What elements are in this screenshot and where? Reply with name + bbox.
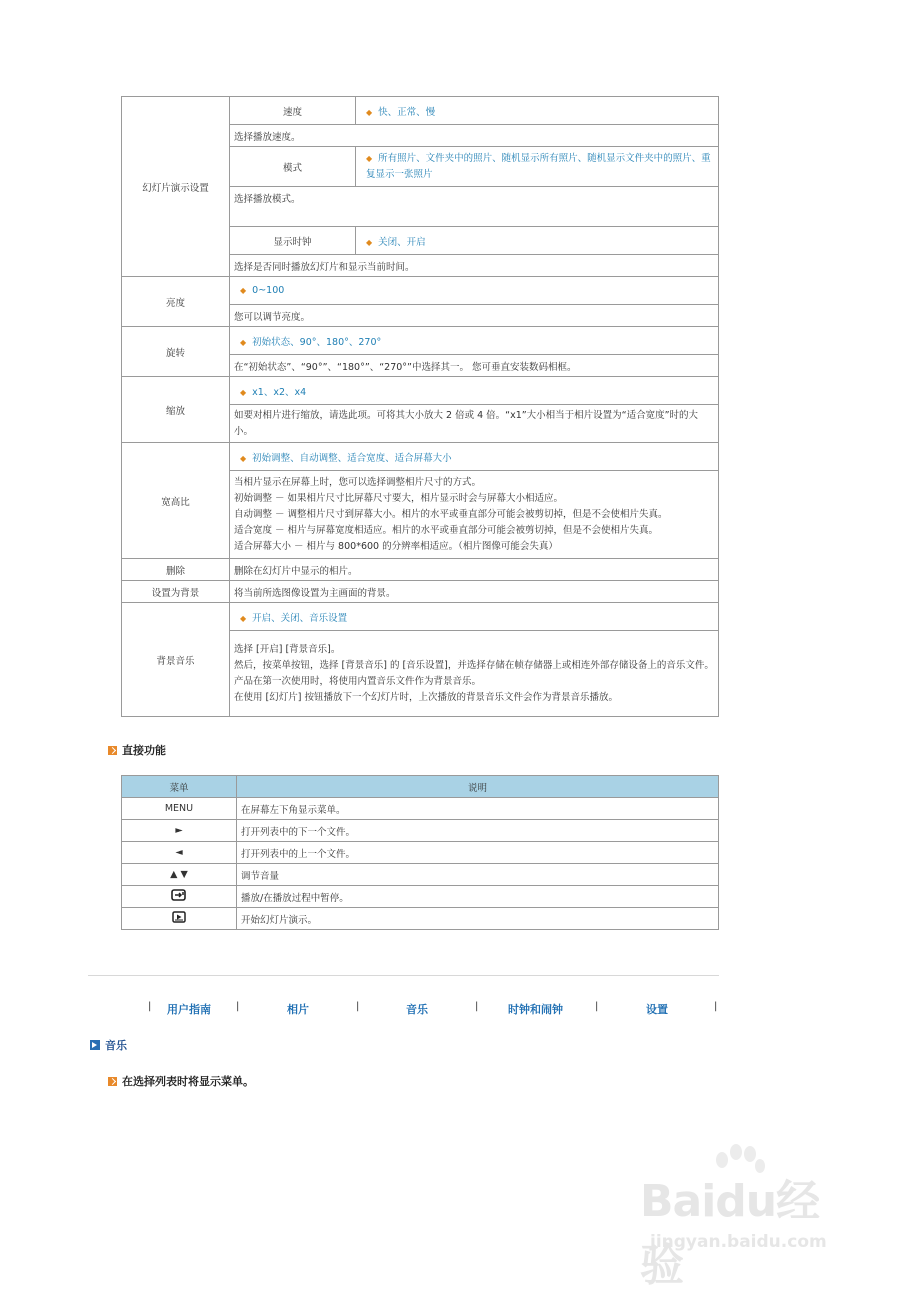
direct-functions-table (121, 775, 719, 930)
music-subtitle: 在选择列表时将显示菜单。 (108, 1073, 254, 1089)
bgm-desc-line: 然后，按菜单按钮，选择 [背景音乐] 的 [音乐设置]，并选择存储在帧存储器上或相连外部存储设备上的音乐文件。 (234, 659, 714, 671)
slideshow-icon (172, 911, 186, 923)
aspect-desc-line: 适合宽度 － 相片与屏幕宽度相适应。相片的水平或垂直部分可能会被剪切掉，但是不会使相片失真。 (234, 524, 659, 536)
speed-label: 速度 (230, 97, 356, 125)
baidu-watermark (640, 1150, 855, 1291)
bgm-options: ◆ 开启、关闭、音乐设置 (230, 603, 719, 631)
key-desc: 打开列表中的下一个文件。 (237, 820, 719, 842)
delete-label: 删除 (122, 559, 230, 581)
aspect-desc-line: 初始调整 － 如果相片尺寸比屏幕尺寸要大，相片显示时会与屏幕大小相适应。 (234, 492, 564, 504)
key-right: ► (122, 820, 237, 842)
nav-link-clock-alarm[interactable]: 时钟和闹钟 (508, 1003, 563, 1016)
bullet-icon: ◆ (240, 286, 247, 295)
nav-separator: | (236, 1001, 240, 1012)
nav-link-photos[interactable]: 相片 (287, 1003, 309, 1016)
clock-desc: 选择是否同时播放幻灯片和显示当前时间。 (230, 255, 719, 277)
key-desc: 开始幻灯片演示。 (237, 908, 719, 930)
slideshow-settings-label: 幻灯片演示设置 (122, 97, 230, 277)
arrow-icon (108, 746, 117, 755)
rotate-desc: 在“初始状态”、“90°”、“180°”、“270°”中选择其一。 您可垂直安装数码相框。 (230, 355, 719, 377)
rotate-label: 旋转 (122, 327, 230, 377)
zoom-options: ◆ x1、x2、x4 (230, 377, 719, 405)
zoom-desc: 如要对相片进行缩放，请选此项。可将其大小放大 2 倍或 4 倍。“x1”大小相当于相片设置为“适合宽度”时的大小。 (230, 405, 719, 443)
bullet-icon: ◆ (366, 237, 373, 247)
key-desc: 播放/在播放过程中暂停。 (237, 886, 719, 908)
nav-separator: | (475, 1001, 479, 1012)
nav-link-user-guide[interactable]: 用户指南 (167, 1003, 211, 1016)
music-section-title: 音乐 (90, 1037, 127, 1053)
bullet-icon: ◆ (366, 107, 373, 117)
play-icon (90, 1040, 100, 1050)
key-desc: 在屏幕左下角显示菜单。 (237, 798, 719, 820)
brightness-desc: 您可以调节亮度。 (230, 305, 719, 327)
bgm-desc-line: 产品在第一次使用时，将使用内置音乐文件作为背景音乐。 (234, 675, 482, 687)
clock-options: ◆ 关闭、开启 (356, 227, 719, 255)
brightness-label: 亮度 (122, 277, 230, 327)
header-menu: 菜单 (122, 776, 237, 798)
bullet-icon: ◆ (366, 153, 373, 163)
key-left: ◄ (122, 842, 237, 864)
bullet-icon: ◆ (240, 337, 247, 347)
rotate-options: ◆ 初始状态、90°、180°、270° (230, 327, 719, 355)
arrow-icon (108, 1077, 117, 1086)
nav-link-settings[interactable]: 设置 (646, 1003, 668, 1016)
key-enter (122, 886, 237, 908)
aspect-desc-line: 适合屏幕大小 － 相片与 800*600 的分辨率相适应。（相片图像可能会失真） (234, 540, 558, 552)
speed-options: ◆ 快、正常、慢 (356, 97, 719, 125)
aspect-desc (230, 471, 719, 559)
direct-section-title: 直接功能 (108, 742, 166, 758)
aspect-desc-line: 当相片显示在屏幕上时，您可以选择调整相片尺寸的方式。 (234, 476, 482, 488)
header-desc: 说明 (237, 776, 719, 798)
bullet-icon: ◆ (240, 613, 247, 623)
mode-label: 模式 (230, 147, 356, 187)
watermark-url: jingyan.baidu.com (650, 1232, 827, 1252)
divider (88, 975, 719, 976)
bullet-icon: ◆ (240, 453, 247, 463)
delete-desc: 删除在幻灯片中显示的相片。 (230, 559, 719, 581)
key-up-down: ▲ ▼ (122, 864, 237, 886)
brightness-options: ◆ 0~100 (230, 277, 719, 305)
set-bg-label: 设置为背景 (122, 581, 230, 603)
nav-separator: | (595, 1001, 599, 1012)
zoom-label: 缩放 (122, 377, 230, 443)
key-desc: 打开列表中的上一个文件。 (237, 842, 719, 864)
bullet-icon: ◆ (240, 387, 247, 397)
enter-icon (171, 889, 187, 901)
bgm-label: 背景音乐 (122, 603, 230, 717)
clock-label: 显示时钟 (230, 227, 356, 255)
key-desc: 调节音量 (237, 864, 719, 886)
nav-separator: | (356, 1001, 360, 1012)
key-menu: MENU (122, 798, 237, 820)
aspect-desc-line: 自动调整 － 调整相片尺寸到屏幕大小。相片的水平或垂直部分可能会被剪切掉，但是不会使相片失真。 (234, 508, 668, 520)
aspect-options: ◆ 初始调整、自动调整、适合宽度、适合屏幕大小 (230, 443, 719, 471)
speed-desc: 选择播放速度。 (230, 125, 719, 147)
key-slideshow (122, 908, 237, 930)
nav-separator: | (714, 1001, 718, 1012)
nav-separator: | (148, 1001, 152, 1012)
bgm-desc-line: 选择 [开启] [背景音乐]。 (234, 643, 341, 655)
mode-options: ◆ 所有照片、文件夹中的照片、随机显示所有照片、随机显示文件夹中的照片、重复显示一张照片 (356, 147, 719, 187)
nav-link-music[interactable]: 音乐 (406, 1003, 428, 1016)
watermark-brand: Baidu经验 (640, 1176, 820, 1291)
bottom-nav (140, 1001, 730, 1017)
bgm-desc (230, 631, 719, 717)
bgm-desc-line: 在使用 [幻灯片] 按钮播放下一个幻灯片时，上次播放的背景音乐文件会作为背景音乐播放。 (234, 691, 618, 703)
mode-desc: 选择播放模式。 (230, 187, 719, 227)
aspect-label: 宽高比 (122, 443, 230, 559)
settings-table (121, 96, 719, 717)
set-bg-desc: 将当前所选图像设置为主画面的背景。 (230, 581, 719, 603)
